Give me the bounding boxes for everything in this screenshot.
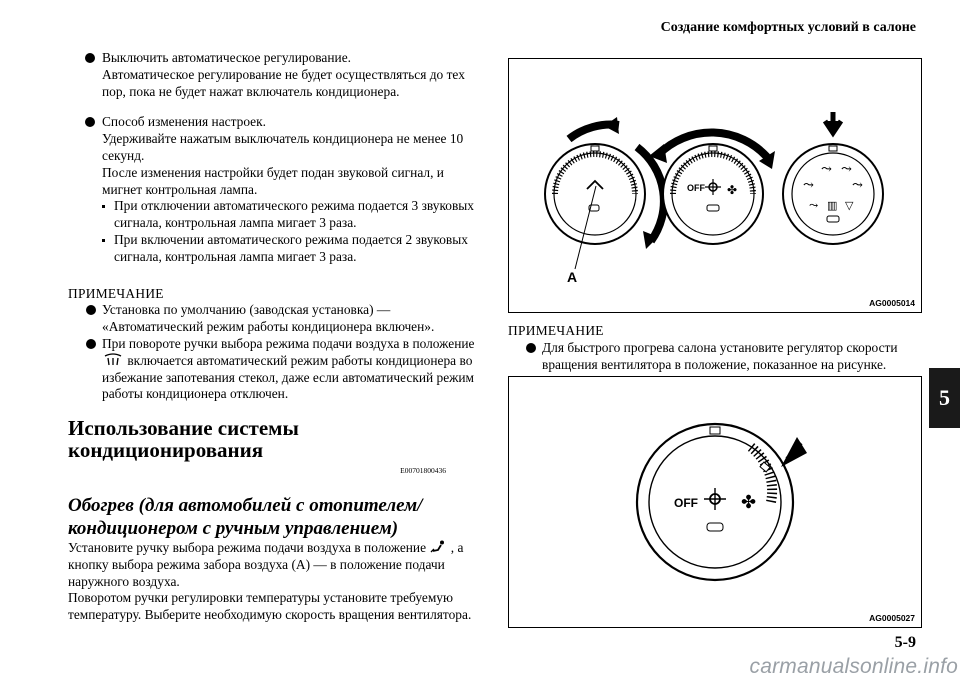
bullet-dot xyxy=(85,117,95,127)
sub-item xyxy=(68,232,478,266)
figure-control-panel xyxy=(508,58,922,313)
note-item xyxy=(68,302,478,336)
bullet-dot xyxy=(86,339,96,349)
right-note xyxy=(508,323,928,373)
fan-knob-illustration xyxy=(509,377,921,627)
fan-speed-knob-large xyxy=(637,424,793,580)
sub-item-text: При отключении автоматического режима подается 3 звуковых сигнала, контрольная лампа мигает 3 раза. xyxy=(114,198,474,231)
fan-icon: ✤ xyxy=(727,183,738,197)
note-text-part: включается автоматический режим работы кондиционера во избежание запотевания стекол, даже если автоматический режим работы кондиционера отключен. xyxy=(102,352,475,402)
paragraph-temperature: Поворотом ручки регулировки температуры установите требуемую температуру. Выберите необходимую скорость вращения вентилятора. xyxy=(68,590,472,623)
sub-item-text: При включении автоматического режима подается 2 звуковых сигнала, контрольная лампа мигает 3 раза. xyxy=(114,231,468,264)
rear-defrost-icon: ▥ xyxy=(827,200,838,212)
note-item xyxy=(68,336,478,403)
fan-speed-knob xyxy=(663,144,763,244)
bullet-dot xyxy=(526,343,536,353)
running-header: Создание комфортных условий в салоне xyxy=(660,20,916,35)
note-text: Для быстрого прогрева салона установите регулятор скорости вращения вентилятора в положение, показанное на рисунке. xyxy=(542,339,898,372)
sub-bullet xyxy=(102,239,105,242)
control-panel-illustration xyxy=(509,59,921,312)
bullet-change-settings xyxy=(68,114,478,198)
bullet-disable-auto xyxy=(68,50,478,100)
off-label: OFF xyxy=(687,183,705,193)
page-number: 5-9 xyxy=(894,634,916,651)
subsection-heading xyxy=(68,494,478,540)
air-mode-knob xyxy=(783,144,883,244)
paragraph-part: Установите ручку выбора режима подачи воздуха в положение xyxy=(68,539,427,555)
section-heading: Использование системы кондиционирования xyxy=(68,416,299,463)
subsection-heading-line: кондиционером с ручным управлением) xyxy=(68,517,399,539)
face-mode-icon: ⤳ xyxy=(803,177,814,192)
paragraph-part: , а кнопку выбора режима забора воздуха (А) — в положение подачи наружного воздуха. xyxy=(68,539,464,589)
feet-icon: ⤳ xyxy=(809,200,819,212)
paragraph-heating xyxy=(68,540,478,590)
bullet-dot xyxy=(85,53,95,63)
label-a: A xyxy=(567,269,578,285)
note-text xyxy=(102,336,478,403)
feet-mode-icon: ⤳ xyxy=(841,161,852,176)
bullet-line: Удерживайте нажатым выключатель кондиционера не менее 10 секунд. xyxy=(102,131,464,163)
defrost-icon: ▽ xyxy=(845,200,854,212)
figure-fan-knob xyxy=(508,376,922,628)
bullet-text: Автоматическое регулирование не будет осуществляться до тех пор, пока не будет нажат включатель кондиционера. xyxy=(102,66,465,99)
bullet-line: После изменения настройки будет подан звуковой сигнал, и мигнет контрольная лампа. xyxy=(102,164,444,197)
chapter-tab: 5 xyxy=(929,368,960,428)
note-item xyxy=(508,340,928,374)
bullet-dot xyxy=(86,305,96,315)
bullet-title: Способ изменения настроек. xyxy=(102,114,266,130)
sub-bullet xyxy=(102,205,105,208)
feet-defrost-icon: ⤳ xyxy=(852,177,863,192)
figure-code: AG0005027 xyxy=(869,613,915,623)
bilevel-mode-icon: ⤳ xyxy=(821,161,832,176)
note-text-part: При повороте ручки выбора режима подачи воздуха в положение xyxy=(102,335,475,351)
note-label: ПРИМЕЧАНИЕ xyxy=(508,323,604,338)
note-text: Установка по умолчанию (заводская установка) — «Автоматический режим работы кондиционера включен». xyxy=(102,302,435,335)
temperature-knob xyxy=(545,144,645,244)
note-label: ПРИМЕЧАНИЕ xyxy=(68,285,164,301)
defrost-mode-icon xyxy=(102,353,124,367)
subsection-heading-line: Обогрев (для автомобилей с отопителем/ xyxy=(68,494,423,516)
fan-icon: ✤ xyxy=(741,492,757,512)
watermark: carmanualsonline.info xyxy=(749,655,958,678)
off-label: OFF xyxy=(674,496,698,510)
sub-item xyxy=(68,198,478,232)
section-code: E00701800436 xyxy=(400,466,446,476)
bullet-title: Выключить автоматическое регулирование. xyxy=(102,50,351,65)
feet-mode-icon xyxy=(429,540,447,554)
figure-code: AG0005014 xyxy=(869,298,915,308)
left-column xyxy=(68,50,478,624)
